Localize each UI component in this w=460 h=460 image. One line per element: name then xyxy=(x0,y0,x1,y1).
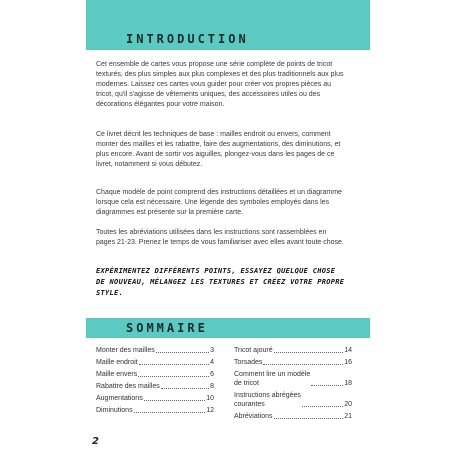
introduction-header-band xyxy=(86,0,370,50)
toc-item-page: 12 xyxy=(206,407,214,414)
toc-leader-dots xyxy=(263,364,343,365)
toc-item-label: Monter des mailles xyxy=(96,347,155,354)
toc-item-page: 14 xyxy=(344,347,352,354)
toc-item-page: 21 xyxy=(344,413,352,420)
toc-leader-dots xyxy=(302,406,343,407)
toc-leader-dots xyxy=(161,388,209,389)
page-number: 2 xyxy=(92,436,99,447)
toc-item-page: 20 xyxy=(344,401,352,408)
toc-item-label: Rabattre des mailles xyxy=(96,383,160,390)
toc-leader-dots xyxy=(311,385,343,386)
toc-item[interactable] xyxy=(234,370,352,388)
toc-item-label: Instructions abrégées courantes xyxy=(234,392,301,408)
intro-paragraph-2: Ce livret décrit les techniques de base : mailles endroit ou envers, comment monter des mailles et les rabattre, faire des augmentations, des diminutions, et plus encore. Avant de sortir vos aiguilles, plongez-vous dans les pages de ce livret, notamment si vous débutez. xyxy=(96,131,341,168)
toc-item[interactable] xyxy=(234,346,352,355)
toc-leader-dots xyxy=(134,412,206,413)
toc-leader-dots xyxy=(144,400,206,401)
toc-item-label: Comment lire un modèle de tricot xyxy=(234,371,311,387)
toc-item-label: Maille endroit xyxy=(96,359,138,366)
sommaire-title: SOMMAIRE xyxy=(126,321,208,335)
toc-leader-dots xyxy=(138,376,209,377)
toc-item-page: 8 xyxy=(210,383,214,390)
toc-leader-dots xyxy=(139,364,209,365)
toc-item[interactable] xyxy=(234,391,352,409)
intro-paragraph-3: Chaque modèle de point comprend des instructions détaillées et un diagramme lorsque cela est nécessaire. Une légende des symboles employés dans les diagrammes est présente sur la première carte. xyxy=(96,189,342,216)
toc-item[interactable] xyxy=(96,394,214,403)
toc-item[interactable] xyxy=(96,358,214,367)
toc-item-page: 18 xyxy=(344,380,352,387)
toc-item-label: Tricot ajouré xyxy=(234,347,273,354)
toc-item[interactable] xyxy=(96,406,214,415)
toc-column-left xyxy=(96,346,214,418)
toc-leader-dots xyxy=(274,418,344,419)
toc-item-label: Abréviations xyxy=(234,413,273,420)
toc-item-page: 4 xyxy=(210,359,214,366)
toc-item[interactable] xyxy=(96,346,214,355)
toc-leader-dots xyxy=(274,352,344,353)
toc-item[interactable] xyxy=(96,382,214,391)
toc-leader-dots xyxy=(156,352,209,353)
toc-item[interactable] xyxy=(96,370,214,379)
introduction-title: INTRODUCTION xyxy=(126,32,249,46)
toc-item-page: 3 xyxy=(210,347,214,354)
toc-item-label: Maille envers xyxy=(96,371,138,378)
toc-item-label: Diminutions xyxy=(96,407,133,414)
handwritten-tip: EXPÉRIMENTEZ DIFFÉRENTS POINTS, ESSAYEZ QUELQUE CHOSE DE NOUVEAU, MÉLANGEZ LES TEXTURES ET CRÉEZ VOTRE PROPRE STYLE. xyxy=(96,267,345,297)
toc-column-right xyxy=(234,346,352,424)
toc-item-page: 6 xyxy=(210,371,214,378)
toc-item-label: Torsades xyxy=(234,359,263,366)
toc-item[interactable] xyxy=(234,412,352,421)
intro-paragraph-1: Cet ensemble de cartes vous propose une série complète de points de tricot texturés, des plus simples aux plus complexes et des plus traditionnels aux plus modernes. Laissez ces cartes vous guider pour créer vos propres pièces au tricot, qu'il s'agisse de vêtements uniques, des accessoires utiles ou des décorations élégantes pour votre maison. xyxy=(96,61,344,108)
toc-item-page: 16 xyxy=(344,359,352,366)
toc-item[interactable] xyxy=(234,358,352,367)
intro-paragraph-4: Toutes les abréviations utilisées dans les instructions sont rassemblées en pages 21-23. Prenez le temps de vous familiariser avec elles avant toute chose. xyxy=(96,229,344,246)
sommaire-header-band xyxy=(86,318,370,338)
toc-item-label: Augmentations xyxy=(96,395,143,402)
toc-item-page: 10 xyxy=(206,395,214,402)
